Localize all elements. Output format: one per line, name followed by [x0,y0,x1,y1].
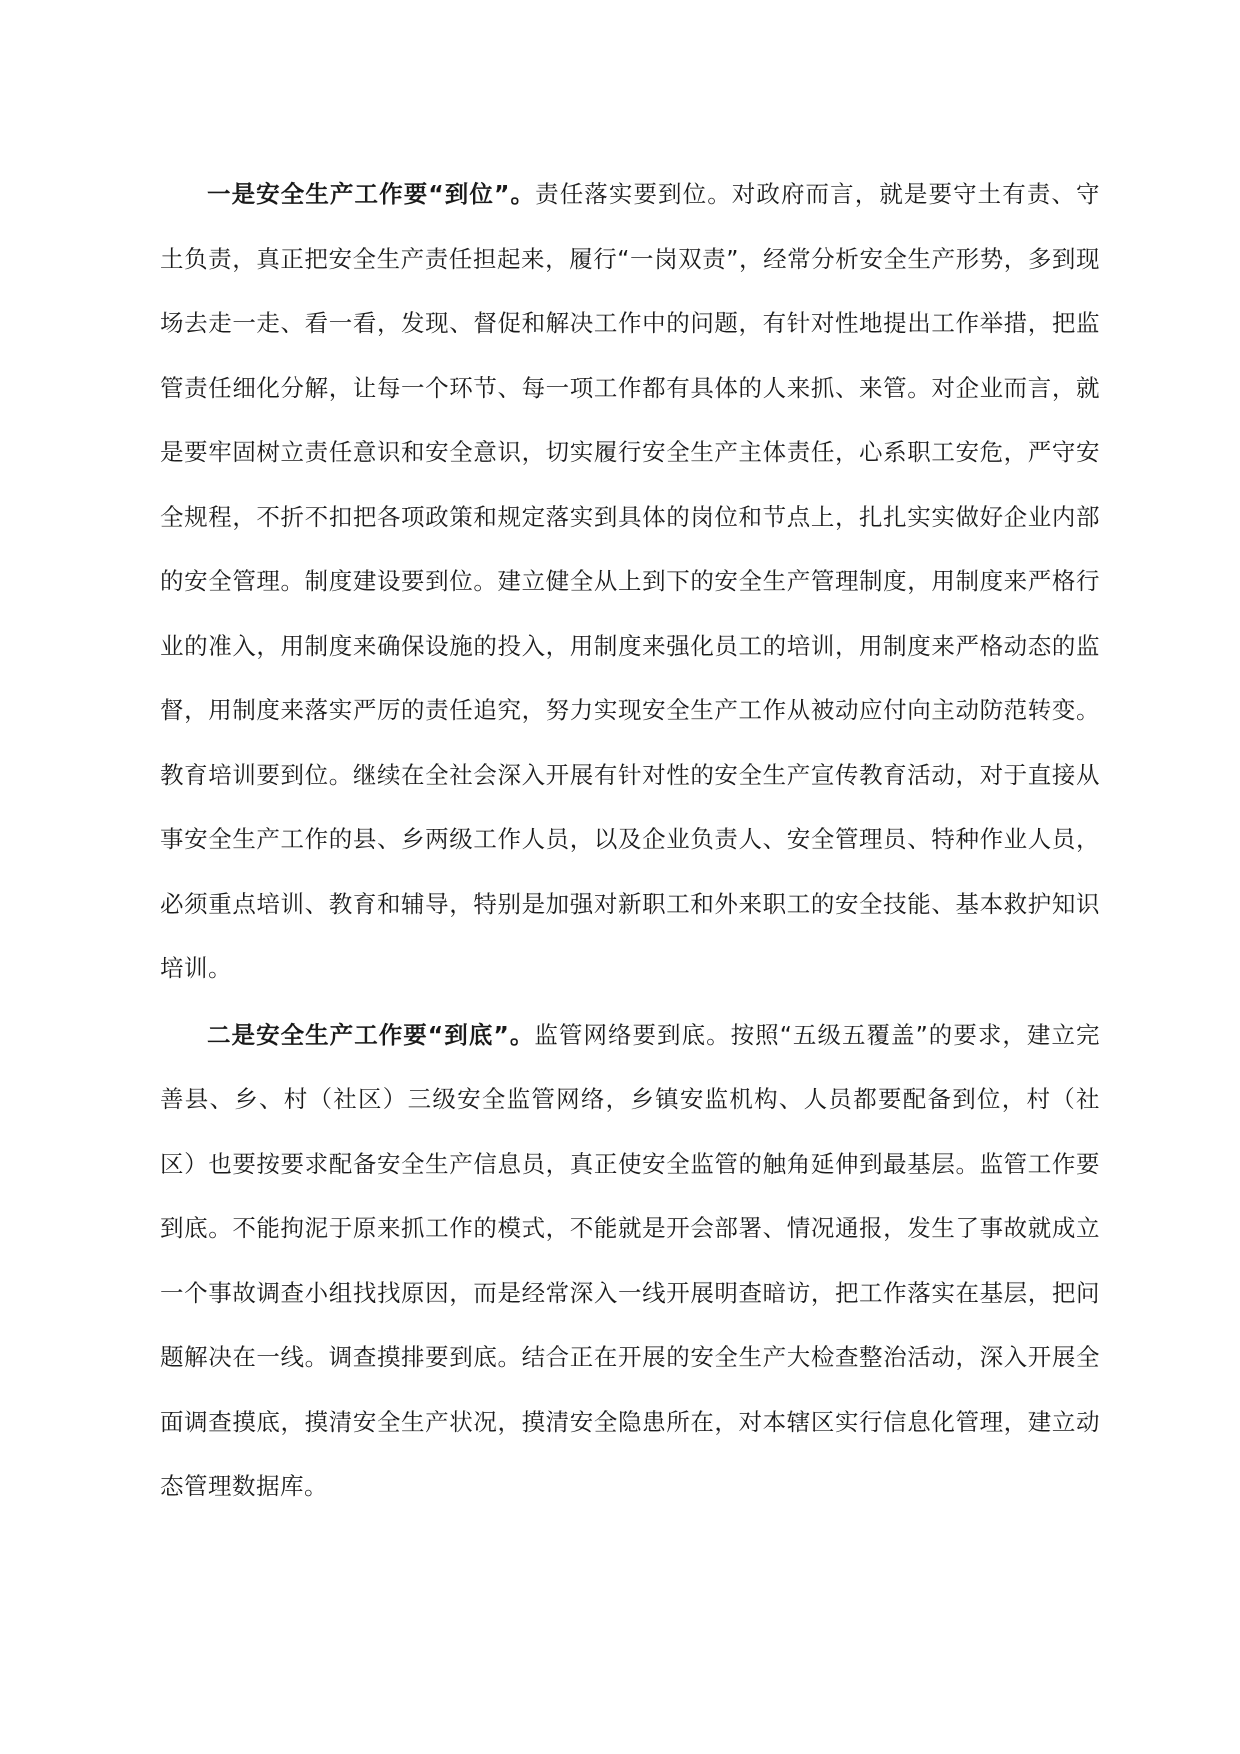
paragraph-2-text: 监管网络要到底。按照“五级五覆盖”的要求，建立完善县、乡、村（社区）三级安全监管网络，乡镇安监机构、人员都要配备到位，村（社区）也要按要求配备安全生产信息员，真正使安全监管的触角延伸到最基层。监管工作要到底。不能拘泥于原来抓工作的模式，不能就是开会部署、情况通报，发生了事故就成立一个事故调查小组找找原因，而是经常深入一线开展明查暗访，把工作落实在基层，把问题解决在一线。调查摸排要到底。结合正在开展的安全生产大检查整治活动，深入开展全面调查摸底，摸清安全生产状况，摸清安全隐患所在，对本辖区实行信息化管理，建立动态管理数据库。 [160,1020,1101,1500]
paragraph-2 [160,1003,1100,1519]
document-body [160,162,1100,1519]
paragraph-2-heading: 二是安全生产工作要“到底”。 [207,1020,535,1049]
paragraph-1-text: 责任落实要到位。对政府而言，就是要守土有责、守土负责，真正把安全生产责任担起来，履行“一岗双责”，经常分析安全生产形势，多到现场去走一走、看一看，发现、督促和解决工作中的问题，有针对性地提出工作举措，把监管责任细化分解，让每一个环节、每一项工作都有具体的人来抓、来管。对企业而言，就是要牢固树立责任意识和安全意识，切实履行安全生产主体责任，心系职工安危，严守安全规程，不折不扣把各项政策和规定落实到具体的岗位和节点上，扎扎实实做好企业内部的安全管理。制度建设要到位。建立健全从上到下的安全生产管理制度，用制度来严格行业的准入，用制度来确保设施的投入，用制度来强化员工的培训，用制度来严格动态的监督，用制度来落实严厉的责任追究，努力实现安全生产工作从被动应付向主动防范转变。教育培训要到位。继续在全社会深入开展有针对性的安全生产宣传教育活动，对于直接从事安全生产工作的县、乡两级工作人员，以及企业负责人、安全管理员、特种作业人员，必须重点培训、教育和辅导，特别是加强对新职工和外来职工的安全技能、基本救护知识培训。 [160,180,1101,982]
paragraph-1 [160,162,1100,1001]
paragraph-1-heading: 一是安全生产工作要“到位”。 [207,180,536,208]
